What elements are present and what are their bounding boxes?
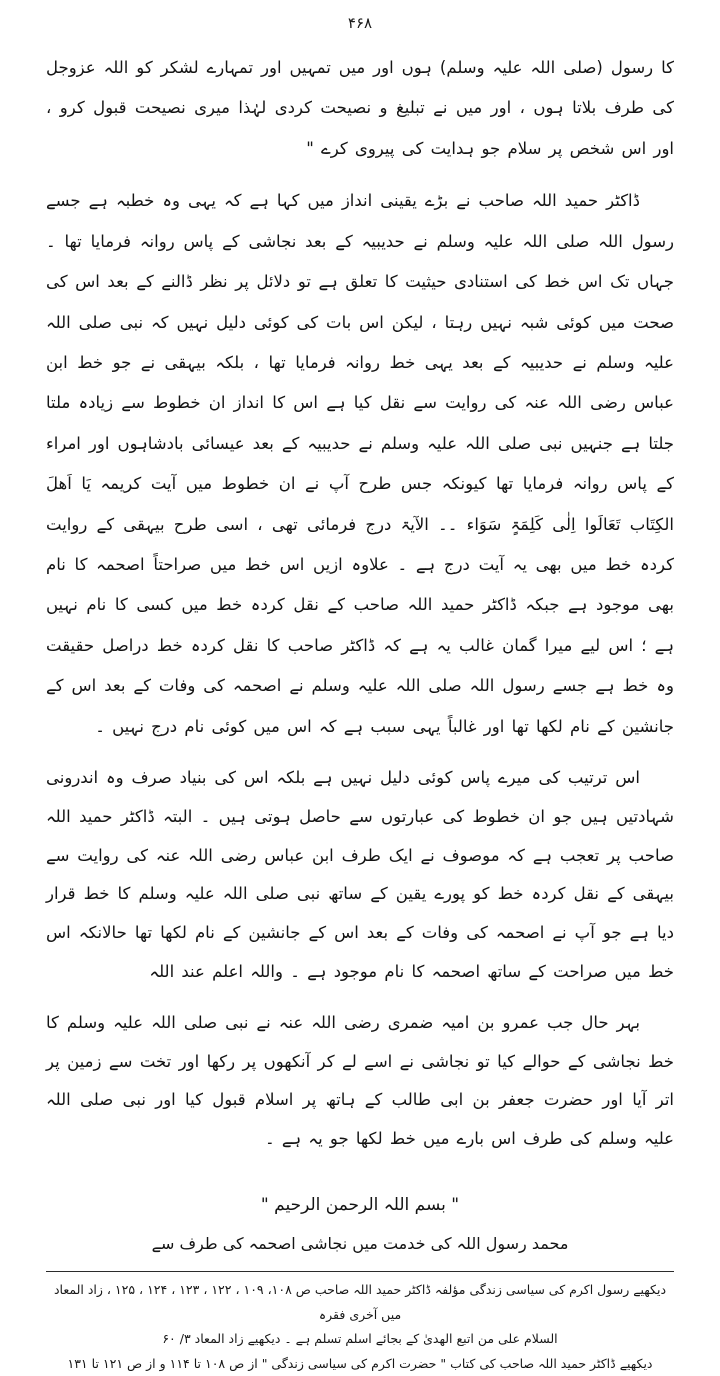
footnote-3: دیکھیے ڈاکٹر حمید اللہ صاحب کی کتاب " حضرت اکرم کی سیاسی زندگی " از ص ۱۰۸ تا ۱۱۴ و از ص ۱۲۱ تا ۱۳۱	[67, 1355, 653, 1371]
paragraph-spacer	[46, 173, 674, 181]
footnote-divider	[46, 1271, 674, 1272]
paragraph-3: اس ترتیب کی میرے پاس کوئی دلیل نہیں ہے بلکہ اس کی بنیاد صرف وہ اندرونی شہادتیں ہیں جو ان خطوط کی عبارتوں سے حاصل ہوتی ہیں ۔ البتہ ڈاکٹر حمید اللہ صاحب پر تعجب ہے کہ موصوف نے ایک طرف ابن عباس رضی اللہ عنہ کی روایت سے بیہقی کے نقل کردہ خط کو پورے یقین کے ساتھ نبی صلی اللہ علیہ وسلم کا خط قرار دیا ہے جو آپ نے اصحمہ کی وفات کے بعد اس کے جانشین کے نام لکھا تھا حالانکہ اس خط میں صراحت کے ساتھ اصحمہ کا نام موجود ہے ۔ واللہ اعلم عند اللہ	[46, 768, 674, 981]
letter-addressee: محمد رسول اللہ کی خدمت میں نجاشی اصحمہ کی طرف سے	[151, 1234, 569, 1254]
paragraph-spacer	[46, 751, 674, 759]
paragraph-1: کا رسول (صلی اللہ علیہ وسلم) ہوں اور میں تمہیں اور تمہارے لشکر کو اللہ عزوجل کی طرف بلاتا ہوں ، اور میں نے تبلیغ و نصیحت کردی لہٰذا میری نصیحت قبول کرو ، اور اس شخص پر سلام جو ہدایت کی پیروی کرے "	[46, 58, 674, 158]
letter-basmala: " بسم اللہ الرحمن الرحیم "	[260, 1194, 460, 1215]
page-number: ۴۶۸	[347, 14, 373, 32]
letter-spacer	[46, 1163, 674, 1177]
paragraph-4: بہر حال جب عمرو بن امیہ ضمری رضی اللہ عنہ نے نبی صلی اللہ علیہ وسلم کا خط نجاشی کے حوالے کیا تو نجاشی نے اسے لے کر آنکھوں پر رکھا اور تخت سے زمین پر اتر آیا اور حضرت جعفر بن ابی طالب کے ہاتھ پر اسلام قبول کیا اور نبی صلی اللہ علیہ وسلم کی طرف اس بارے میں خط لکھا جو یہ ہے ۔	[46, 1012, 674, 1149]
document-body	[46, 48, 674, 1261]
paragraph-2: ڈاکٹر حمید اللہ صاحب نے بڑے یقینی انداز میں کہا ہے کہ یہی وہ خطبہ ہے جسے رسول اللہ صلی اللہ علیہ وسلم نے حدیبیہ کے بعد نجاشی کے پاس روانہ فرمایا تھا ۔ جہاں تک اس خط کی استنادی حیثیت کا تعلق ہے تو دلائل پر نظر ڈالنے کے بعد اس کی صحت میں کوئی شبہ نہیں رہتا ، لیکن اس بات کی کوئی دلیل نہیں کہ نبی صلی اللہ علیہ وسلم نے حدیبیہ کے بعد یہی خط روانہ فرمایا تھا ، بلکہ بیہقی نے جو خط ابن عباس رضی اللہ عنہ کی روایت سے نقل کیا ہے اس کا انداز ان خطوط سے زیادہ ملتا جلتا ہے جنہیں نبی صلی اللہ علیہ وسلم نے حدیبیہ کے بعد عیسائی بادشاہوں اور امراء کے پاس روانہ فرمایا تھا کیونکہ جس طرح آپ نے ان خطوط میں آیت کریمہ یَا اَھلَ الکِتَاب تَعَالَوا اِلٰی کَلِمَۃٍ سَوَاء ۔۔ الآیۃ درج فرمائی تھی ، اسی طرح بیہقی کے روایت کردہ خط میں بھی یہ آیت درج ہے ۔ علاوہ ازیں اس خط میں صراحتاً اصحمہ کا نام بھی موجود ہے جبکہ ڈاکٹر حمید اللہ صاحب کے نقل کردہ خط میں کسی کا نام نہیں ہے ؛ اس لیے میرا گمان غالب یہ ہے کہ ڈاکٹر صاحب کا نقل کردہ خط دراصل حقیقت وہ خط ہے جسے رسول اللہ صلی اللہ علیہ وسلم نے اصحمہ کی وفات کے بعد اس کے جانشین کے نام لکھا تھا اور غالباً یہی سبب ہے کہ اس میں کوئی نام درج نہیں ۔	[46, 191, 674, 736]
paragraph-spacer	[46, 996, 674, 1004]
footnotes-section	[46, 1278, 674, 1376]
footnote-1: دیکھیے رسول اکرم کی سیاسی زندگی مؤلفہ ڈاکٹر حمید اللہ صاحب ص ۱۰۸، ۱۰۹ ، ۱۲۲ ، ۱۲۳ ، ۱۲۴ ، ۱۲۵ ، زاد المعاد میں آخری فقرہ	[53, 1282, 667, 1322]
footnote-2: السلام علی من اتبع الھدیٰ کے بجائے اسلم تسلم ہے ۔ دیکھیے زاد المعاد ۳/ ۶۰	[162, 1331, 558, 1347]
